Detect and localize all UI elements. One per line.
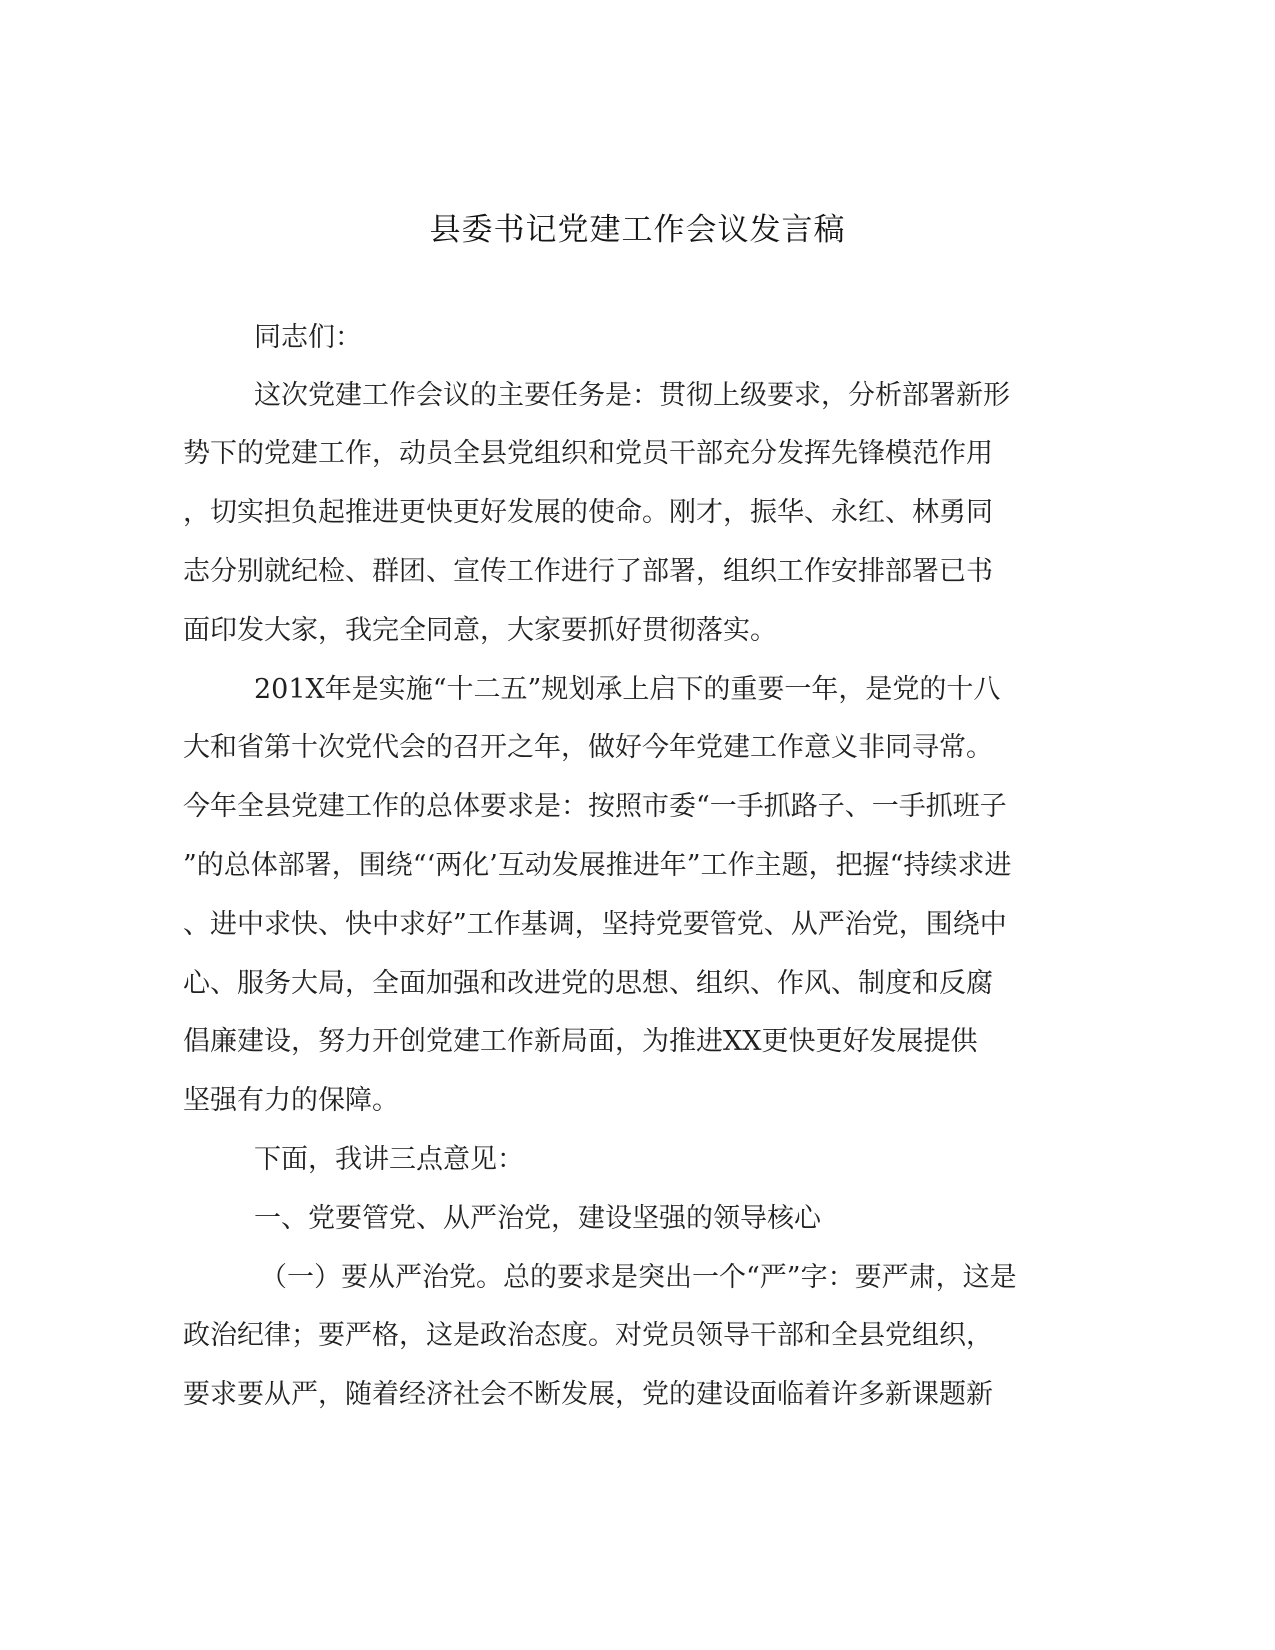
paragraph-line: 、进中求快、快中求好”工作基调，坚持党要管党、从严治党，围绕中 bbox=[183, 909, 1007, 940]
paragraph-line: 这次党建工作会议的主要任务是：贯彻上级要求，分析部署新形 bbox=[254, 380, 1010, 411]
paragraph-line: 倡廉建设，努力开创党建工作新局面，为推进XX更快更好发展提供 bbox=[183, 1026, 978, 1057]
paragraph-line: 志分别就纪检、群团、宣传工作进行了部署，组织工作安排部署已书 bbox=[183, 556, 993, 587]
paragraph-line: 心、服务大局，全面加强和改进党的思想、组织、作风、制度和反腐 bbox=[183, 968, 993, 999]
paragraph-line: 下面，我讲三点意见： bbox=[254, 1144, 524, 1175]
paragraph-line: ，切实担负起推进更快更好发展的使命。刚才，振华、永红、林勇同 bbox=[183, 497, 993, 528]
section-heading: 一、党要管党、从严治党，建设坚强的领导核心 bbox=[254, 1203, 821, 1234]
salutation-line: 同志们： bbox=[254, 322, 362, 353]
paragraph-line: ”的总体部署，围绕“‘两化’互动发展推进年”工作主题，把握“持续求进 bbox=[183, 850, 1012, 881]
paragraph-line: 势下的党建工作，动员全县党组织和党员干部充分发挥先锋模范作用 bbox=[183, 438, 993, 469]
paragraph-line: 201X年是实施“十二五”规划承上启下的重要一年，是党的十八 bbox=[254, 674, 1001, 705]
paragraph-line: 要求要从严，随着经济社会不断发展，党的建设面临着许多新课题新 bbox=[183, 1379, 993, 1410]
paragraph-line: 今年全县党建工作的总体要求是：按照市委“一手抓路子、一手抓班子 bbox=[183, 791, 1007, 822]
paragraph-line: 政治纪律；要严格，这是政治态度。对党员领导干部和全县党组织， bbox=[183, 1320, 993, 1351]
paragraph-line: 面印发大家，我完全同意，大家要抓好贯彻落实。 bbox=[183, 615, 777, 646]
document-title: 县委书记党建工作会议发言稿 bbox=[429, 212, 846, 248]
paragraph-line: 大和省第十次党代会的召开之年，做好今年党建工作意义非同寻常。 bbox=[183, 732, 993, 763]
subsection-line: （一）要从严治党。总的要求是突出一个“严”字：要严肃，这是 bbox=[260, 1262, 1017, 1293]
paragraph-line: 坚强有力的保障。 bbox=[183, 1085, 399, 1116]
